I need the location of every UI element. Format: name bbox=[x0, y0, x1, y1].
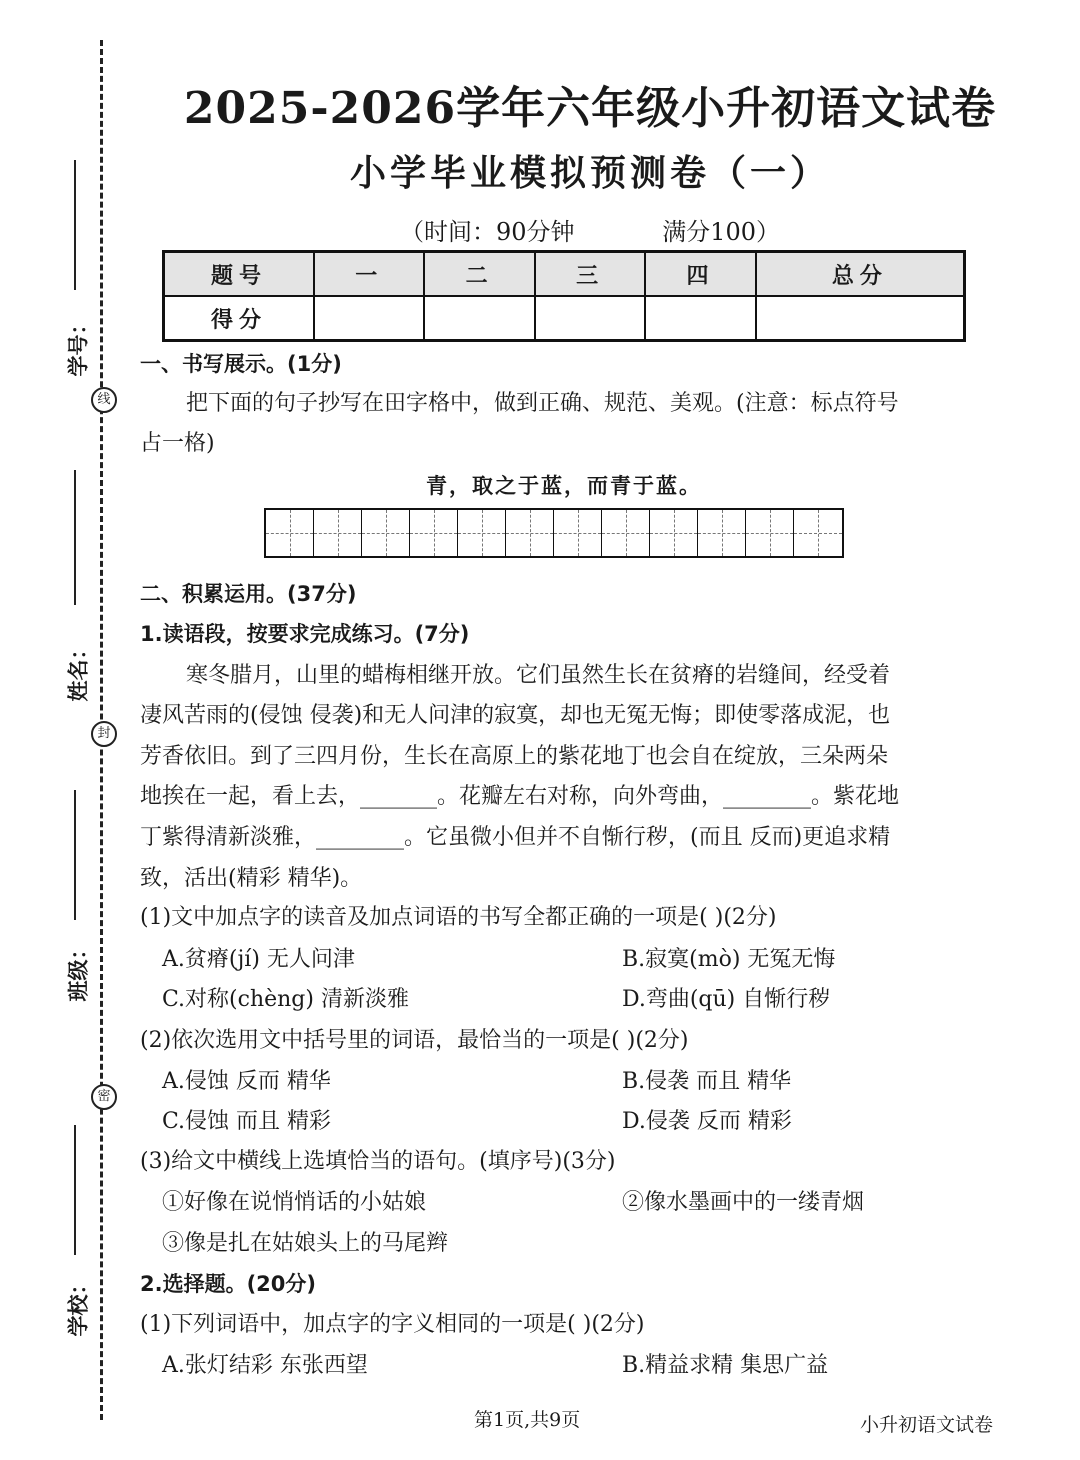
school-blank[interactable] bbox=[74, 1125, 76, 1255]
exam-time: （时间：90分钟 bbox=[400, 218, 575, 246]
option-b[interactable]: B.侵袭 而且 精华 bbox=[622, 1069, 792, 1094]
tianzige-cell[interactable] bbox=[362, 510, 410, 556]
score-table-cell: 三 bbox=[535, 252, 645, 297]
question-1-1: (1)文中加点字的读音及加点词语的书写全都正确的一项是( )(2分) bbox=[140, 905, 777, 930]
tianzige-grid[interactable] bbox=[264, 508, 844, 558]
score-table-header-row bbox=[164, 252, 965, 297]
option-a[interactable]: A.张灯结彩 东张西望 bbox=[162, 1353, 368, 1378]
tianzige-cell[interactable] bbox=[650, 510, 698, 556]
score-input-cell[interactable] bbox=[424, 296, 534, 341]
score-table-cell: 一 bbox=[314, 252, 424, 297]
question-1-3: (3)给文中横线上选填恰当的语句。(填序号)(3分) bbox=[140, 1149, 616, 1174]
score-table-cell: 二 bbox=[424, 252, 534, 297]
exam-title: 2025-2026学年六年级小升初语文试卷 bbox=[183, 83, 997, 134]
binding-margin bbox=[0, 0, 130, 1460]
option-c[interactable]: C.对称(chèng) 清新淡雅 bbox=[162, 987, 409, 1012]
exam-subtitle: 小学毕业模拟预测卷（一） bbox=[349, 152, 830, 194]
passage-line: 丁紫得清新淡雅，________。它虽微小但并不自惭行秽，(而且 反而)更追求精 bbox=[140, 825, 891, 850]
school-label: 学校： bbox=[65, 1273, 91, 1337]
passage-line: 寒冬腊月，山里的蜡梅相继开放。它们虽然生长在贫瘠的岩缝间，经受着 bbox=[186, 663, 891, 688]
passage-line: 芳香依旧。到了三四月份，生长在高原上的紫花地丁也会自在绽放，三朵两朵 bbox=[140, 744, 889, 769]
tianzige-cell[interactable] bbox=[746, 510, 794, 556]
section-1-heading: 一、书写展示。(1分) bbox=[140, 352, 342, 376]
student-id-label: 学号： bbox=[65, 313, 91, 377]
score-input-cell[interactable] bbox=[314, 296, 424, 341]
seal-mark: 封 bbox=[91, 721, 117, 747]
section-1-instruction: 把下面的句子抄写在田字格中，做到正确、规范、美观。(注意：标点符号 bbox=[186, 391, 899, 416]
choice-2: ②像水墨画中的一缕青烟 bbox=[622, 1190, 865, 1215]
score-input-cell[interactable] bbox=[645, 296, 755, 341]
question-2-heading: 2.选择题。(20分) bbox=[140, 1272, 317, 1296]
secret-mark: 密 bbox=[91, 1084, 117, 1110]
class-blank[interactable] bbox=[74, 790, 76, 920]
student-id-blank[interactable] bbox=[74, 160, 76, 290]
tianzige-cell[interactable] bbox=[410, 510, 458, 556]
footer-paper-name: 小升初语文试卷 bbox=[860, 1414, 994, 1436]
exam-meta bbox=[140, 212, 1040, 247]
score-table-cell: 四 bbox=[645, 252, 755, 297]
class-label: 班级： bbox=[65, 938, 91, 1002]
section-2-heading: 二、积累运用。(37分) bbox=[140, 582, 357, 606]
tianzige-cell[interactable] bbox=[266, 510, 314, 556]
passage-line: 凄风苦雨的(侵蚀 侵袭)和无人问津的寂寞，却也无冤无悔；即使零落成泥，也 bbox=[140, 703, 891, 728]
question-1-heading: 1.读语段，按要求完成练习。(7分) bbox=[140, 622, 470, 646]
score-input-cell[interactable] bbox=[535, 296, 645, 341]
choice-1: ①好像在说悄悄话的小姑娘 bbox=[162, 1190, 427, 1215]
score-table bbox=[162, 250, 966, 342]
question-1-2: (2)依次选用文中括号里的词语，最恰当的一项是( )(2分) bbox=[140, 1028, 689, 1053]
tianzige-cell[interactable] bbox=[506, 510, 554, 556]
option-b[interactable]: B.精益求精 集思广益 bbox=[622, 1353, 829, 1378]
question-2-1: (1)下列词语中，加点字的字义相同的一项是( )(2分) bbox=[140, 1312, 645, 1337]
score-input-cell[interactable] bbox=[756, 296, 965, 341]
exam-full-score: 满分100） bbox=[662, 218, 780, 246]
tianzige-cell[interactable] bbox=[698, 510, 746, 556]
tianzige-cell[interactable] bbox=[794, 510, 842, 556]
choice-3: ③像是扎在姑娘头上的马尾辫 bbox=[162, 1231, 449, 1256]
passage-line: 致，活出(精彩 精华)。 bbox=[140, 866, 363, 891]
option-b[interactable]: B.寂寞(mò) 无冤无悔 bbox=[622, 947, 836, 972]
line-mark: 线 bbox=[91, 387, 117, 413]
section-1-instruction-cont: 占一格) bbox=[140, 431, 215, 456]
option-c[interactable]: C.侵蚀 而且 精彩 bbox=[162, 1109, 332, 1134]
passage-line: 地挨在一起，看上去，_______。花瓣左右对称，向外弯曲，________。紫花地 bbox=[140, 784, 900, 809]
tianzige-cell[interactable] bbox=[314, 510, 362, 556]
option-d[interactable]: D.侵袭 反而 精彩 bbox=[622, 1109, 792, 1134]
tianzige-cell[interactable] bbox=[554, 510, 602, 556]
name-label: 姓名： bbox=[65, 638, 91, 702]
score-table-score-row bbox=[164, 296, 965, 341]
tianzige-cell[interactable] bbox=[458, 510, 506, 556]
score-table-cell: 题号 bbox=[164, 252, 315, 297]
score-table-cell: 得分 bbox=[164, 296, 315, 341]
page-number: 第1页,共9页 bbox=[474, 1409, 581, 1431]
score-table-cell: 总分 bbox=[756, 252, 965, 297]
model-sentence: 青，取之于蓝，而青于蓝。 bbox=[426, 473, 702, 498]
option-d[interactable]: D.弯曲(qū) 自惭行秽 bbox=[622, 987, 831, 1012]
option-a[interactable]: A.贫瘠(jí) 无人问津 bbox=[162, 947, 355, 972]
option-a[interactable]: A.侵蚀 反而 精华 bbox=[162, 1069, 331, 1094]
tianzige-cell[interactable] bbox=[602, 510, 650, 556]
name-blank[interactable] bbox=[74, 470, 76, 605]
